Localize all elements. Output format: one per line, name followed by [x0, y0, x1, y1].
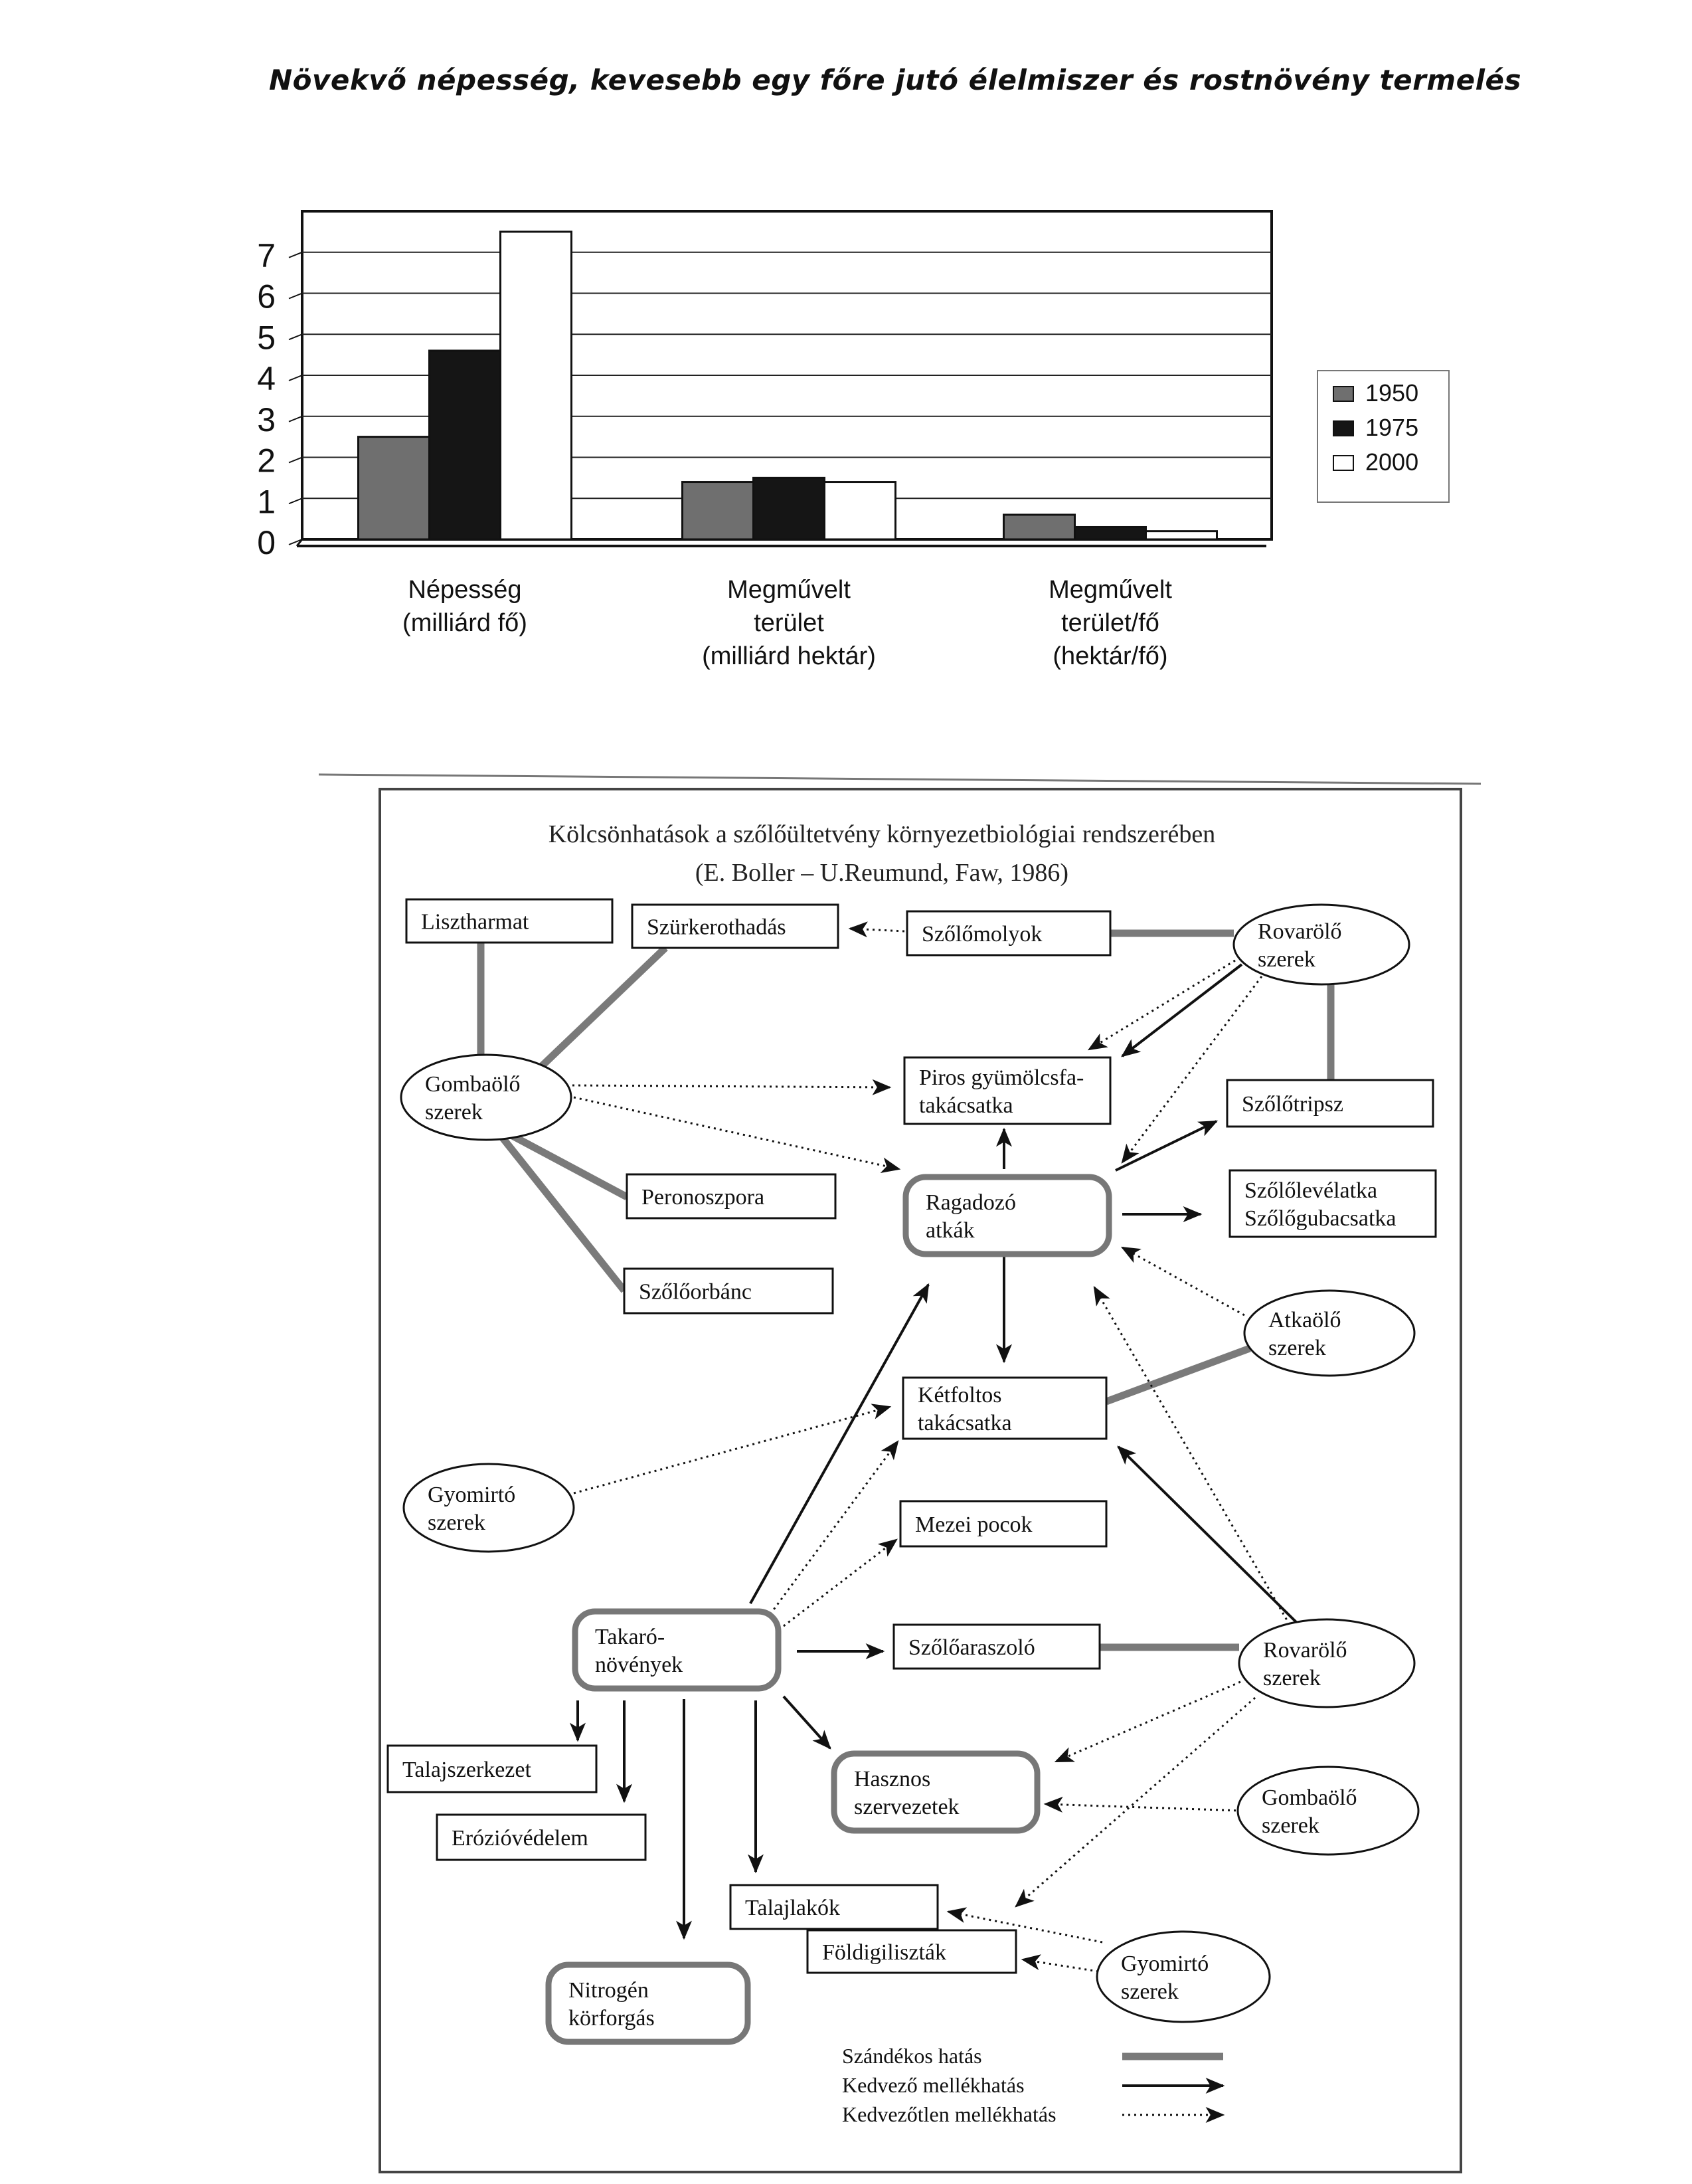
node-label: körforgás — [568, 2006, 655, 2031]
y-tick-label: 1 — [257, 483, 276, 521]
node-szolotripsz — [1227, 1080, 1433, 1127]
node-ellipse — [1239, 1619, 1414, 1707]
node-label: növények — [595, 1653, 683, 1677]
node-ellipse — [1234, 905, 1409, 984]
node-label: Atkaölő — [1268, 1308, 1341, 1332]
node-label: Gombaölő — [425, 1072, 521, 1097]
node-label: Lisztharmat — [421, 909, 529, 935]
node-label: Szőlőaraszoló — [908, 1635, 1035, 1660]
intended-effect-edge — [1106, 1348, 1250, 1402]
legend-label-unfavorable: Kedvezőtlen mellékhatás — [842, 2102, 1057, 2126]
unfavorable-effect-edge — [574, 1407, 890, 1493]
node-label: Peronoszpora — [641, 1185, 765, 1210]
node-ellipse — [401, 1055, 571, 1140]
favorable-effect-edge — [750, 1285, 928, 1603]
node-atkaolo — [1244, 1291, 1414, 1376]
node-label: Gombaölő — [1262, 1785, 1357, 1810]
node-label: Ragadozó — [926, 1190, 1016, 1215]
category-label: Megművelt — [1049, 576, 1172, 604]
unfavorable-effect-edge — [1023, 1959, 1098, 1971]
node-lisztharmat — [406, 899, 612, 943]
node-rovarolo1 — [1234, 905, 1409, 984]
node-gombaolo1 — [401, 1055, 571, 1140]
node-label: Szőlőmolyok — [922, 922, 1043, 947]
node-ellipse — [1097, 1932, 1270, 2022]
unfavorable-effect-edge — [1089, 960, 1235, 1049]
node-label: szerek — [1262, 1813, 1319, 1838]
node-label: Szőlőgubacsatka — [1244, 1206, 1396, 1231]
node-szololevelatka — [1230, 1170, 1436, 1237]
node-label: Hasznos — [854, 1767, 931, 1791]
intended-effect-edge — [530, 948, 665, 1077]
unfavorable-effect-edge — [784, 1540, 896, 1626]
node-ragadozo — [906, 1177, 1109, 1254]
node-szoloorbanc — [624, 1269, 833, 1313]
node-label: Szürkerothadás — [647, 915, 786, 940]
y-tick-label: 3 — [257, 401, 276, 438]
node-label: szerek — [425, 1100, 483, 1125]
node-szoloaraszolo — [894, 1625, 1100, 1669]
legend-label-1975: 1975 — [1365, 414, 1419, 441]
node-talajszerkezet — [388, 1746, 596, 1792]
legend-label-favorable: Kedvező mellékhatás — [842, 2073, 1025, 2097]
unfavorable-effect-edge — [1122, 1247, 1244, 1315]
separator-line — [319, 774, 1481, 784]
y-tick-label: 4 — [257, 360, 276, 397]
category-label: terület — [754, 609, 824, 637]
node-label: Gyomirtó — [428, 1483, 516, 1507]
node-label: Gyomirtó — [1121, 1952, 1209, 1976]
favorable-effect-edge — [1118, 1447, 1298, 1623]
node-takaro — [575, 1611, 778, 1688]
node-label: Nitrogén — [568, 1978, 649, 2003]
node-label: takácsatka — [919, 1093, 1013, 1118]
legend-label-intended: Szándékos hatás — [842, 2044, 982, 2068]
node-label: Földigiliszták — [822, 1940, 946, 1965]
favorable-effect-edge — [1116, 1121, 1217, 1170]
node-szolomolyok — [907, 911, 1110, 955]
node-label: Szőlőtripsz — [1242, 1092, 1343, 1117]
unfavorable-effect-edge — [1056, 1682, 1240, 1762]
node-label: atkák — [926, 1218, 975, 1243]
node-label: Kétfoltos — [918, 1383, 1002, 1408]
node-label: szerek — [1258, 947, 1315, 972]
node-label: szervezetek — [854, 1795, 960, 1819]
category-label: (milliárd fő) — [402, 609, 527, 637]
node-eroziovedelem — [437, 1815, 645, 1860]
node-szurkerothadas — [632, 905, 838, 948]
category-label: (hektár/fő) — [1053, 642, 1168, 670]
unfavorable-effect-edge — [1045, 1804, 1242, 1811]
node-piros — [904, 1057, 1110, 1124]
category-label: (milliárd hektár) — [702, 642, 876, 670]
node-label: Talajszerkezet — [402, 1758, 531, 1782]
legend-label-2000: 2000 — [1365, 448, 1419, 476]
unfavorable-effect-edge — [1016, 1698, 1255, 1906]
node-hasznos — [834, 1754, 1037, 1831]
y-tick-label: 2 — [257, 442, 276, 480]
node-foldigilisztak — [807, 1930, 1016, 1973]
page-title: Növekvő népesség, kevesebb egy főre jutó élelmiszer és rostnövény termelés — [269, 64, 1521, 96]
node-label: takácsatka — [918, 1411, 1012, 1435]
category-label: terület/fő — [1061, 609, 1159, 637]
node-gombaolo2 — [1238, 1767, 1418, 1855]
node-label: szerek — [1121, 1979, 1179, 2004]
node-ellipse — [1244, 1291, 1414, 1376]
y-tick-label: 6 — [257, 278, 276, 316]
y-tick-label: 7 — [257, 236, 276, 274]
favorable-effect-edge — [784, 1696, 830, 1748]
node-label: Erózióvédelem — [452, 1826, 588, 1851]
node-peronoszpora — [627, 1174, 835, 1218]
node-rovarolo2 — [1239, 1619, 1414, 1707]
unfavorable-effect-edge — [850, 929, 904, 931]
diagram-subtitle: (E. Boller – U.Reumund, Faw, 1986) — [695, 859, 1069, 887]
node-label: Piros gyümölcsfa- — [919, 1065, 1084, 1090]
node-label: szerek — [1268, 1336, 1326, 1360]
node-talajlakok — [730, 1885, 938, 1929]
unfavorable-effect-edge — [572, 1085, 890, 1087]
node-ellipse — [1238, 1767, 1418, 1855]
node-label: Szőlőorbánc — [639, 1279, 752, 1305]
category-label: Megművelt — [727, 576, 851, 604]
favorable-effect-edge — [1122, 964, 1242, 1056]
node-label: szerek — [428, 1510, 485, 1535]
y-tick-label: 0 — [257, 524, 276, 561]
node-label: Rovarölő — [1258, 919, 1342, 944]
node-ellipse — [404, 1464, 574, 1552]
node-label: Takaró- — [595, 1625, 665, 1649]
node-label: Szőlőlevélatka — [1244, 1178, 1378, 1203]
legend-label-1950: 1950 — [1365, 379, 1419, 407]
node-label: Rovarölő — [1263, 1638, 1347, 1663]
node-ketfoltos — [903, 1378, 1106, 1439]
unfavorable-effect-edge — [574, 1097, 899, 1169]
node-mezei — [900, 1501, 1106, 1546]
node-label: Talajlakók — [745, 1896, 841, 1920]
y-tick-label: 5 — [257, 319, 276, 357]
node-label: szerek — [1263, 1666, 1321, 1690]
unfavorable-effect-edge — [770, 1441, 898, 1614]
node-gyomirto1 — [404, 1464, 574, 1552]
node-nitrogen — [549, 1965, 748, 2042]
diagram-title: Kölcsönhatások a szőlőültetvény környezetbiológiai rendszerében — [548, 820, 1216, 848]
node-gyomirto2 — [1097, 1932, 1270, 2022]
node-label: Mezei pocok — [915, 1512, 1033, 1537]
category-label: Népesség — [408, 576, 522, 604]
